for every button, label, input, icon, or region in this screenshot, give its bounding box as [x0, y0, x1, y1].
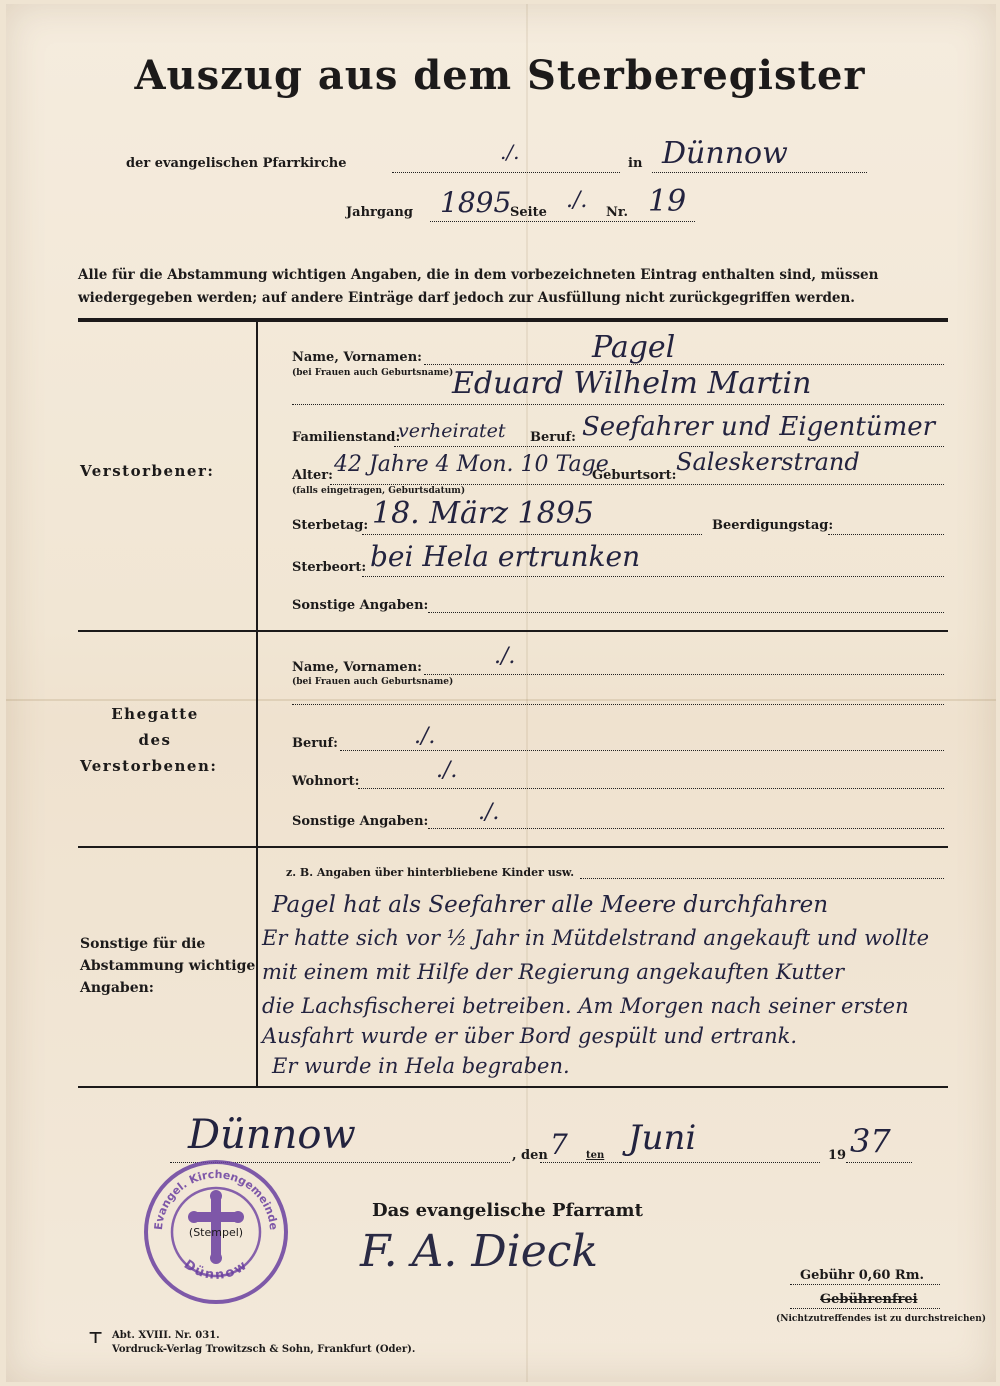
- place-value: Dünnow: [662, 136, 788, 171]
- page-value: ./.: [566, 188, 588, 213]
- year-label: Jahrgang: [346, 205, 413, 220]
- spouse-section-label: Ehegatte: [111, 705, 199, 723]
- other-info-line: Er wurde in Hela begraben.: [272, 1054, 570, 1078]
- age-label: Alter:: [292, 468, 333, 483]
- spouse-occupation-label: Beruf:: [292, 736, 338, 751]
- spouse-name-mark: ./.: [494, 644, 516, 669]
- fee-free-line: [790, 1308, 940, 1309]
- death-place-line: [362, 576, 944, 577]
- instruction-notice: Alle für die Abstammung wichtigen Angaben, die in dem vorbezeichneten Eintrag enthalten sind, müssen wiedergegeben werden; auf andere Einträge darf jedoch zur Ausfüllung nicht zurückgegriffen werden.: [78, 267, 879, 306]
- death-date-line: [362, 534, 702, 535]
- parish-office-label: Das evangelische Pfarramt: [372, 1200, 643, 1221]
- occupation-value: Seefahrer und Eigentümer: [582, 412, 936, 442]
- death-date-label: Sterbetag:: [292, 518, 369, 533]
- page-label: Seite: [510, 205, 547, 220]
- den-label: , den: [512, 1148, 548, 1163]
- nr-value: 19: [648, 184, 687, 219]
- fee-label: Gebühr 0,60 Rm.: [800, 1268, 925, 1283]
- status-label: Familienstand:: [292, 430, 401, 445]
- footer-place: Dünnow: [188, 1112, 356, 1158]
- spouse-residence-label: Wohnort:: [292, 774, 360, 789]
- status-value: verheiratet: [398, 420, 506, 442]
- deceased-surname: Pagel: [592, 330, 676, 365]
- other-info-label: Sonstige für die: [80, 936, 206, 952]
- spouse-other-line: [428, 828, 944, 829]
- footer-day-line: [540, 1162, 620, 1163]
- pastor-signature: F. A. Dieck: [360, 1226, 599, 1277]
- other-info-line: Ausfahrt wurde er über Bord gespült und ertrank.: [262, 1024, 798, 1048]
- footer-year-line: [846, 1162, 912, 1163]
- deceased-other-line: [428, 612, 944, 613]
- deceased-given-names: Eduard Wilhelm Martin: [452, 366, 812, 401]
- status-field-line: [394, 446, 944, 447]
- church-field-line: [392, 172, 620, 173]
- footer-year: 37: [850, 1122, 891, 1160]
- spouse-name-label: Name, Vornamen:: [292, 660, 422, 675]
- death-place-label: Sterbeort:: [292, 560, 367, 575]
- death-date-value: 18. März 1895: [372, 496, 594, 531]
- other-info-line: mit einem mit Hilfe der Regierung angekauften Kutter: [262, 960, 845, 984]
- occupation-label: Beruf:: [530, 430, 576, 445]
- day-suffix: ten: [586, 1150, 605, 1161]
- church-value: ./.: [500, 140, 520, 164]
- other-info-line: Pagel hat als Seefahrer alle Meere durchfahren: [272, 892, 829, 918]
- spouse-occupation-mark: ./.: [414, 724, 436, 749]
- footer-month: Juni: [628, 1118, 697, 1158]
- spouse-residence-line: [358, 788, 944, 789]
- parish-seal: [142, 1158, 290, 1306]
- other-info-label: Angaben:: [80, 980, 154, 996]
- spouse-name-line: [424, 674, 944, 675]
- seal-text-bottom: Dünnow: [180, 1257, 252, 1284]
- nr-label: Nr.: [606, 205, 629, 220]
- in-label: in: [628, 156, 643, 171]
- spouse-name-line-2: [292, 704, 944, 705]
- name-field-line: [424, 364, 944, 365]
- burial-label: Beerdigungstag:: [712, 518, 834, 533]
- fee-note: (Nichtzutreffendes ist zu durchstreichen): [776, 1314, 987, 1324]
- table-bottom-rule: [78, 1086, 948, 1088]
- age-field-line: [330, 484, 944, 485]
- section-divider: [78, 846, 948, 848]
- birthplace-value: Saleskerstrand: [676, 448, 860, 476]
- deceased-other-label: Sonstige Angaben:: [292, 598, 429, 613]
- seal-center-label: (Stempel): [188, 1226, 244, 1239]
- age-value: 42 Jahre 4 Mon. 10 Tage: [334, 452, 609, 477]
- spouse-residence-mark: ./.: [436, 758, 458, 783]
- year-prefix: 19: [828, 1148, 847, 1163]
- given-names-line: [292, 404, 944, 405]
- fee-free-label: Gebührenfrei: [820, 1292, 918, 1307]
- seal-text-top: Evangel. Kirchengemeinde: [151, 1167, 281, 1231]
- table-column-divider: [256, 320, 258, 1088]
- spouse-other-mark: ./.: [478, 800, 500, 825]
- paper-fold: [6, 699, 996, 701]
- document-title: Auszug aus dem Sterberegister: [134, 52, 866, 99]
- spouse-name-note: (bei Frauen auch Geburtsname): [292, 677, 454, 687]
- spouse-occupation-line: [340, 750, 944, 751]
- death-place-value: bei Hela ertrunken: [370, 540, 641, 573]
- year-value: 1895: [440, 186, 512, 219]
- publisher-logo-icon: ⊤: [88, 1328, 104, 1347]
- year-field-line: [430, 221, 695, 222]
- other-info-hint: z. B. Angaben über hinterbliebene Kinder usw.: [286, 866, 575, 879]
- other-info-line: Er hatte sich vor ½ Jahr in Mütdelstrand angekauft und wollte: [262, 926, 929, 950]
- spouse-other-label: Sonstige Angaben:: [292, 814, 429, 829]
- footer-day: 7: [550, 1128, 568, 1161]
- other-info-line: die Lachsfischerei betreiben. Am Morgen nach seiner ersten: [262, 994, 909, 1018]
- place-field-line: [652, 172, 867, 173]
- church-label: der evangelischen Pfarrkirche: [126, 156, 347, 171]
- birthplace-label: Geburtsort:: [592, 468, 677, 483]
- footer-month-line: [620, 1162, 820, 1163]
- publisher-info: Vordruck-Verlag Trowitzsch & Sohn, Frankfurt (Oder).: [112, 1344, 416, 1355]
- form-number: Abt. XVIII. Nr. 031.: [112, 1330, 220, 1341]
- table-top-rule: [78, 318, 948, 322]
- spouse-section-label: des: [138, 731, 172, 749]
- name-label: Name, Vornamen:: [292, 350, 422, 365]
- fee-line: [790, 1284, 940, 1285]
- other-info-hint-line: [580, 878, 944, 879]
- spouse-section-label: Verstorbenen:: [80, 757, 218, 775]
- burial-field-line: [828, 534, 944, 535]
- name-note: (bei Frauen auch Geburtsname): [292, 368, 454, 378]
- other-info-label: Abstammung wichtige: [80, 958, 256, 974]
- age-note: (falls eingetragen, Geburtsdatum): [292, 486, 466, 496]
- deceased-section-label: Verstorbener:: [80, 462, 215, 480]
- section-divider: [78, 630, 948, 632]
